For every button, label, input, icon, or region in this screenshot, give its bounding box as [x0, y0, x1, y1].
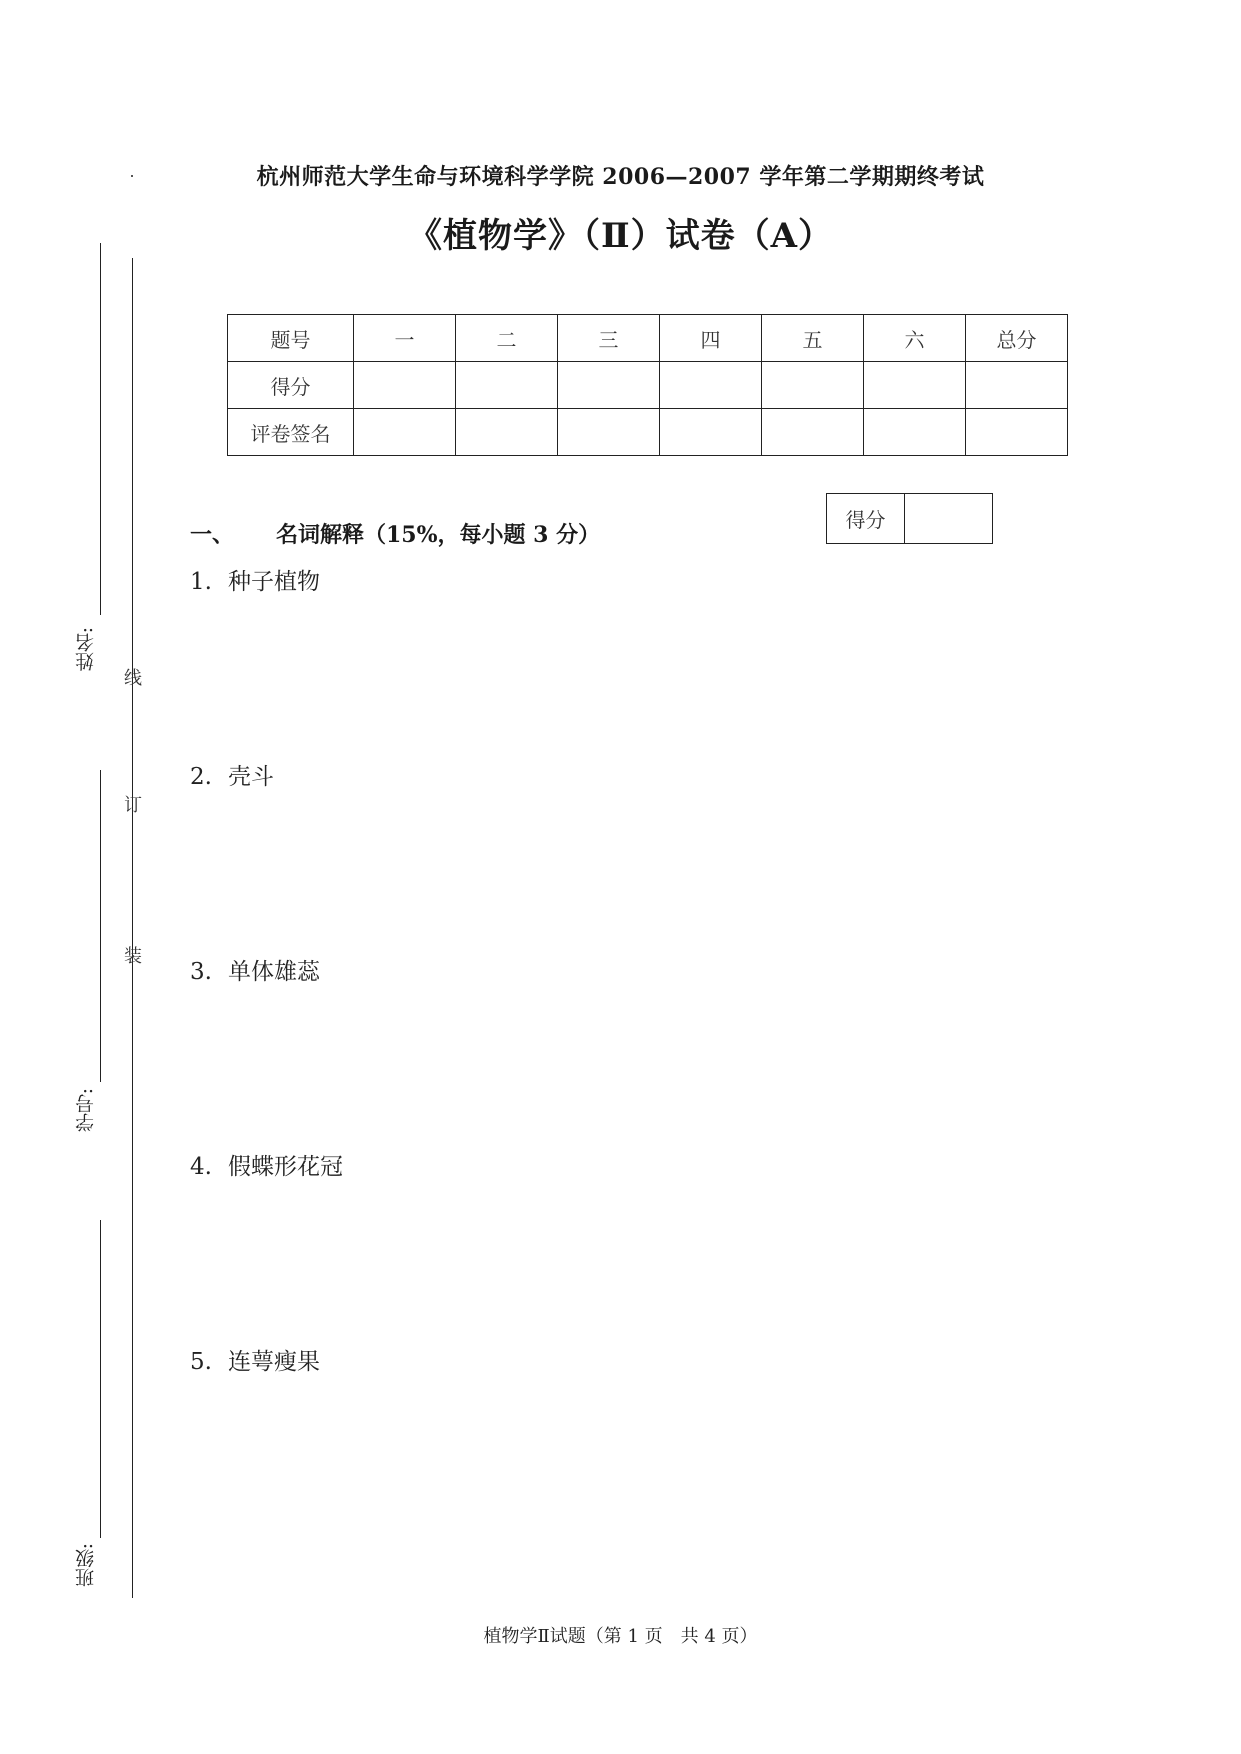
- signature-entry-cell[interactable]: [456, 409, 558, 456]
- binding-line: [132, 258, 133, 1598]
- table-cell: 六: [864, 315, 966, 362]
- signature-entry-cell[interactable]: [864, 409, 966, 456]
- score-box-label: 得分: [827, 494, 905, 544]
- score-entry-cell[interactable]: [354, 362, 456, 409]
- class-label: 班级:: [75, 1543, 97, 1588]
- table-cell: 五: [762, 315, 864, 362]
- question-text: 连萼瘦果: [228, 1349, 320, 1375]
- question-number: 4.: [190, 1154, 212, 1180]
- question-text: 壳斗: [228, 764, 274, 790]
- question-item: [190, 563, 320, 596]
- score-entry-cell[interactable]: [762, 362, 864, 409]
- question-text: 单体雄蕊: [228, 959, 320, 985]
- question-item: [190, 1148, 343, 1181]
- binding-char-bind: 装: [121, 946, 142, 964]
- table-row: [228, 362, 1068, 409]
- table-cell: 四: [660, 315, 762, 362]
- table-cell: 一: [354, 315, 456, 362]
- name-field-line[interactable]: [100, 243, 101, 615]
- table-cell: 三: [558, 315, 660, 362]
- question-number: 1.: [190, 569, 212, 595]
- score-entry-cell[interactable]: [660, 362, 762, 409]
- score-entry-cell[interactable]: [456, 362, 558, 409]
- binding-char-line: 线: [121, 668, 142, 686]
- student-id-field-line[interactable]: [100, 770, 101, 1082]
- student-id-label: 学号:: [75, 1088, 97, 1133]
- score-box-value[interactable]: [905, 494, 993, 544]
- table-cell: 总分: [966, 315, 1068, 362]
- table-cell: 二: [456, 315, 558, 362]
- question-item: [190, 758, 274, 791]
- name-label: 姓名:: [75, 627, 97, 672]
- question-text: 种子植物: [228, 569, 320, 595]
- question-item: [190, 1343, 320, 1376]
- exam-institution-line: 杭州师范大学生命与环境科学学院 2006—2007 学年第二学期期终考试: [256, 164, 985, 190]
- table-cell: 评卷签名: [228, 409, 354, 456]
- table-row: [228, 409, 1068, 456]
- signature-entry-cell[interactable]: [660, 409, 762, 456]
- section-title: 名词解释（15%，每小题 3 分）: [276, 522, 601, 548]
- question-number: 2.: [190, 764, 212, 790]
- score-entry-cell[interactable]: [966, 362, 1068, 409]
- table-row: [228, 315, 1068, 362]
- question-text: 假蝶形花冠: [228, 1154, 343, 1180]
- table-row: [827, 494, 993, 544]
- signature-entry-cell[interactable]: [354, 409, 456, 456]
- table-cell: 题号: [228, 315, 354, 362]
- exam-title: 《植物学》（Ⅱ）试卷（A）: [407, 216, 834, 256]
- binding-char-staple: 订: [121, 795, 142, 813]
- section-number: 一、: [190, 522, 235, 548]
- signature-entry-cell[interactable]: [966, 409, 1068, 456]
- table-cell: 得分: [228, 362, 354, 409]
- score-entry-cell[interactable]: [864, 362, 966, 409]
- question-number: 3.: [190, 959, 212, 985]
- question-number: 5.: [190, 1349, 212, 1375]
- class-field-line[interactable]: [100, 1220, 101, 1538]
- score-entry-cell[interactable]: [558, 362, 660, 409]
- page-footer: 植物学Ⅱ试题（第 1 页 共 4 页）: [483, 1626, 758, 1647]
- score-table: [227, 314, 1068, 456]
- signature-entry-cell[interactable]: [558, 409, 660, 456]
- question-item: [190, 953, 320, 986]
- margin-dot: [131, 175, 133, 177]
- signature-entry-cell[interactable]: [762, 409, 864, 456]
- section-score-box: [826, 493, 993, 544]
